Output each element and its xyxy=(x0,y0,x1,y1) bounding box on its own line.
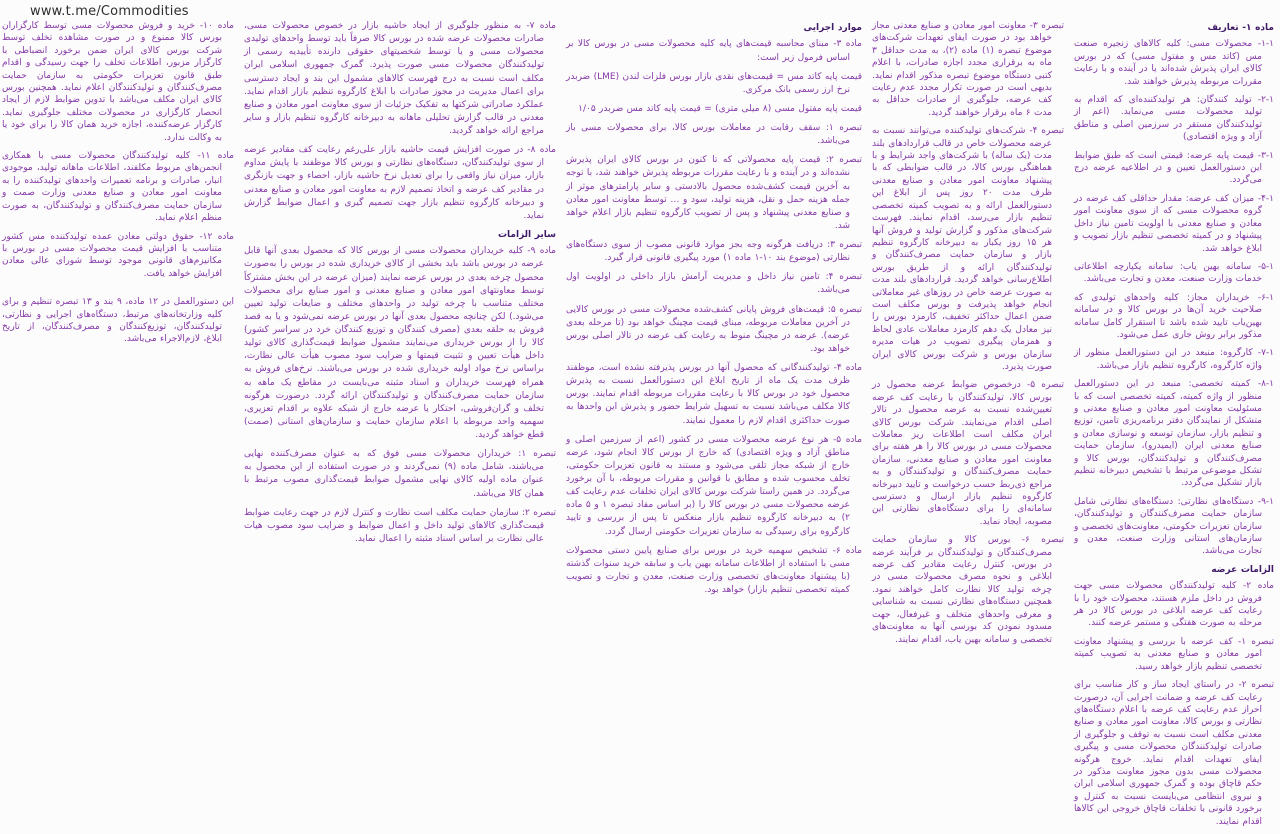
article-paragraph: ماده ۸- در صورت افزایش قیمت حاشیه بازار علی‌رغم رعایت کف مقادیر عرضه از سوی تولیدکنندگان، دستگاه‌های نظارتی و بورس کالا موظفند با پایش مداوم بازار، میزان نیاز واقعی را برای تعدیل نرخ حاشیه بازار، احصاء و جهت بازنگری در مقادیر کف عرضه و اتخاذ تصمیم لازم به معاونت امور معادن و صنایع معدنی و دبیرخانه کارگروه تنظیم بازار جهت تصمیم گیری و اعمال ضوابط گزارش نماید. xyxy=(244,145,556,221)
section-heading: الزامات عرضه xyxy=(1211,564,1274,575)
article-paragraph: تبصره ۲: قیمت پایه محصولاتی که تا کنون در بورس کالای ایران پذیرش نشده‌اند و در آینده و با رعایت مقررات مربوطه پذیرش خواهند شد، با توجه به آخرین قیمت کشف‌شده محصول بالادستی و سایر پارامترهای موثر از جمله هزینه حمل و نقل، هزینه تولید، سود و … توسط معاونت امور معادن و صنایع معدنی پیشنهاد و پس از تصویب کارگروه تنظیم بازار اعلام خواهد شد. xyxy=(566,155,862,231)
article-paragraph: تبصره ۵: قیمت‌های فروش پایانی کشف‌شده محصولات مسی در بورس کالایی در آخرین معاملات مربوطه، مبنای قیمت مچینگ خواهد بود (تا مرحله بعدی عرضه). عرضه در مچینگ منوط به رعایت کف عرضه در تالار اصلی بورس خواهد بود. xyxy=(566,304,862,354)
watermark-telegram-channel: www.t.me/Commodities xyxy=(30,4,189,19)
article-paragraph: تبصره ۱: خریداران محصولات مسی فوق که به عنوان مصرف‌کننده نهایی می‌باشند، شامل ماده (۹) نمی‌گردند و در صورت استفاده از این محصول به عنوان ماده اولیه کالای نهایی مشمول ضوابط قیمت‌گذاری مصوب مرتبط با همان کالا می‌باشد. xyxy=(244,449,556,499)
article-paragraph: تبصره ۱- کف عرضه با بررسی و پیشنهاد معاونت امور معادن و صنایع معدنی به تصویب کمیته تخصصی تنظیم بازار خواهد رسید. xyxy=(1074,636,1274,672)
article-paragraph: ماده ۳- مبنای محاسبه قیمت‌های پایه کلیه محصولات مسی در بورس کالا بر اساس فرمول زیر است: xyxy=(566,39,862,63)
article-paragraph: ماده ۱۱- کلیه تولیدکنندگان محصولات مسی با همکاری انجمن‌های مربوط مکلفند، اطلاعات ماهانه تولید، موجودی انبار، صادرات و برنامه تعمیرات واحدهای تولیدکننده را به معاونت امور معادن و صنایع معدنی وزارت صمت و سازمان حمایت مصرف‌کنندگان و تولیدکنندگان، به صورت منظم اعلام نماید. xyxy=(2,151,234,224)
article-paragraph: تبصره ۲- در راستای ایجاد ساز و کار مناسب برای رعایت کف عرضه و ضمانت اجرایی آن، درصورت احراز عدم رعایت کف عرضه با اعلام دستگاه‌های نظارتی و بورس کالا، معاونت امور معادن و صنایع معدنی مکلف است نسبت به توقف و جلوگیری از صادرات تولیدکنندگان محصولات مسی و پیگیری ایفای تعهدات اقدام نماید. خروج هرگونه محصولات مسی بدون مجوز معاونت مذکور در حکم قاچاق بوده و گمرک جمهوری اسلامی ایران و نیروی انتظامی می‌بایست نسبت به کنترل و برخورد قانونی با تخلفات قاچاق خروجی این کالاها اقدام نمایند. xyxy=(1074,680,1274,827)
article-paragraph: تبصره ۲: سازمان حمایت مکلف است نظارت و کنترل لازم در جهت رعایت ضوابط قیمت‌گذاری کالاهای تولید داخل و اعمال ضوابط و ضرایب سود مصوب هیات عالی نظارت بر اساس اسناد مثبته را اعمال نماید. xyxy=(244,507,556,544)
article-paragraph: ۴-۱- میزان کف عرضه: مقدار حداقلی کف عرضه در گروه محصولات مسی که از سوی معاونت امور معادن و صنایع معدنی با اولویت تامین نیاز داخل پیشنهاد و در کمیته تخصصی تنظیم بازار تصویب و ابلاغ خواهد شد. xyxy=(1074,193,1274,254)
article-paragraph: قیمت پایه کاتد مس = قیمت‌های نقدی بازار بورس فلزات لندن (LME) ضربدر نرخ ارز رسمی بانک مرکزی. xyxy=(566,71,862,95)
article-paragraph: تبصره ۳- معاونت امور معادن و صنایع معدنی مجاز خواهد بود در صورت ایفای تعهدات شرکت‌های موضوع تبصره (۱) ماده (۲)، به مدت حداقل ۳ ماه به برقراری مجدد اجازه صادرات، با اعلام کتبی دستگاه موضوع تبصره مذکور اقدام نماید. بدیهی است در صورت تکرار مجدد عدم رعایت کف عرضه، جلوگیری از صادرات حداقل به مدت ۶ ماه برقرار خواهند گردید. xyxy=(872,21,1064,118)
article-paragraph: تبصره ۴- شرکت‌های تولیدکننده می‌توانند نسبت به عرضه محصولات خاص در قالب قراردادهای بلند مدت (یک ساله) با شرکت‌های واجد شرایط و با هماهنگی بورس کالا، در قالب ضوابطی که با پیشنهاد معاونت امور معادن و صنایع معدنی ظرف مدت ۲۰ روز پس از ابلاغ این دستورالعمل ارائه و به تصویب کمیته تخصصی تنظیم بازار می‌رسد، اقدام نمایند. فهرست شرکت‌های مذکور و گزارش تولید و فروش آنها هر ۱۵ روز یکبار به دبیرخانه کارگروه تنظیم بازار و سازمان حمایت مصرف‌کنندگان و تولیدکنندگان ارائه و از طریق بورس اطلاع‌رسانی خواهد گردید. قراردادهای بلند مدت به صورت عرضه خاص در روزهای غیر معاملاتی انجام خواهد پذیرفت و بورس مکلف است ضمن اعمال حداکثر تخفیف، کارمزد بورس را نیز معادل یک دهم کارمزد معاملات عادی لحاظ و همزمان پیگیری تصویب در هیات مدیره سازمان بورس و شرکت بورس کالای ایران صورت پذیرد. xyxy=(872,126,1064,372)
document-columns xyxy=(2,20,1274,834)
article-paragraph: ماده ۴- تولیدکنندگانی که محصول آنها در بورس پذیرفته نشده است، موظفند ظرف مدت یک ماه از تاریخ ابلاغ این دستورالعمل نسبت به پذیرش محصول خود در بورس کالا با رعایت مقررات مربوطه اقدام نمایند. بورس کالا مکلف می‌باشد نسبت به تسهیل شرایط حضور و پذیرش این واحدها به صورت حداکثری اقدام لازم را معمول نمایند. xyxy=(566,363,862,426)
article-paragraph: تبصره ۳: دریافت هرگونه وجه بجز موارد قانونی مصوب از سوی دستگاه‌های نظارتی (موضوع بند ۱۰-۱ ماده ۱) مورد پیگیری قانونی قرار گیرد. xyxy=(566,240,862,264)
article-paragraph: ماده ۱۲- حقوق دولتی معادن عمده تولیدکننده مس کشور متناسب با افزایش قیمت محصولات مسی در بورس با مکانیزم‌های قانونی موجود توسط شورای عالی معادن افزایش خواهد یافت. xyxy=(2,231,235,279)
article-paragraph: قیمت پایه مفتول مسی (۸ میلی متری) = قیمت پایه کاتد مس ضربدر ۱/۰۵ xyxy=(578,103,862,114)
section-heading: ماده ۱- تعاریف xyxy=(1207,23,1274,33)
article-paragraph: این دستورالعمل در ۱۲ ماده، ۹ بند و ۱۳ تبصره تنظیم و برای کلیه وزارتخانه‌های مرتبط، دستگاه‌های اجرایی و نظارتی، تولیدکنندگان، توزیع‌کنندگان و مصرف‌کنندگان، از تاریخ ابلاغ، لازم‌الاجراء می‌باشد. xyxy=(2,297,234,345)
article-paragraph: تبصره ۵- درخصوص ضوابط عرضه محصول در بورس کالا، تولیدکنندگان با رعایت کف عرضه تعیین‌شده نسبت به عرضه محصول در تالار اصلی اقدام می‌نمایند. شرکت بورس کالای ایران مکلف است اطلاعات ریز معاملات محصولات مسی در بورس کالا را هر هفته برای معاونت امور معادن و صنایع معدنی، سازمان حمایت مصرف‌کنندگان و تولیدکنندگان و به مراجع ذی‌ربط حسب درخواست و تایید دبیرخانه کارگروه تنظیم بازار ارسال و دسترسی سامانه‌ای را برای دستگاه‌های نظارتی این مصوبه، ایجاد نماید. xyxy=(872,380,1064,527)
article-paragraph: ۶-۱- خریداران مجاز: کلیه واحدهای تولیدی که صلاحیت خرید آن‌ها در بورس کالا و در سامانه بهین‌یاب تایید شده باشد تا استقرار کامل سامانه مذکور برابر روش جاری عمل می‌شود. xyxy=(1074,292,1274,340)
article-paragraph: ماده ۲- کلیه تولیدکنندگان محصولات مسی جهت فروش در داخل ملزم هستند، محصولات خود را با رعایت کف عرضه ابلاغی در بورس کالا در هر مرحله به صورت هفتگی و مستمر عرضه کنند. xyxy=(1074,581,1274,629)
text-column-final-articles-column xyxy=(2,20,234,352)
article-paragraph: ۸-۱- کمیته تخصصی: منبعد در این دستورالعمل منظور از واژه کمیته، کمیته تخصصی است که با مسئولیت معاونت امور معادن و صنایع معدنی و متشکل از نمایندگان دفتر برنامه‌ریزی تامین، توزیع و تنظیم بازار، سازمان توسعه و نوسازی معادن و صنایع معدنی ایران (ایمیدرو)، سازمان حمایت مصرف‌کنندگان و تولیدکنندگان، بورس کالا و تشکل موضوعی مرتبط با تشخیص دبیرخانه تنظیم بازار تشکیل می‌گردد. xyxy=(1074,379,1274,489)
article-paragraph: ماده ۹- کلیه خریداران محصولات مسی از بورس کالا که محصول بعدی آنها قابل عرضه در بورس باشد باید بخشی از کالای خریداری شده در بورس را به‌صورت محصول چرخه بعدی در بورس عرضه نمایند (میزان عرضه در این بخش مشترکاً توسط معاونتهای امور معادن و صنایع معدنی و امور صنایع برای محصولات مختلف متناسب با چرخه تولید در واحدهای مختلف و ضایعات تولید تعیین می‌شود.) لکن چنانچه محصول بعدی آنها در بورس عرضه نمی‌شود و یا به قصد فروش به حلقه بعدی (مصرف کنندگان و توزیع کنندگان خرد در سراسر کشور) کالا را از بورس خریداری می‌نمایند مشمول ضوابط قیمت‌گذاری کالای تولید داخل هیأت تعیین و تثبیت قیمتها و ضرایب سود مصوب هیأت عالی نظارت، براساس نرخ مواد اولیه خریداری شده در بورس می‌باشند. نرخ‌های فروش به همراه فهرست خریداران و اسناد مثبته می‌بایست در مقاطع یک ماهه به سازمان حمایت مصرف‌کنندگان و تولیدکنندگان ارائه گردد. درصورت هرگونه تخلف و گران‌فروشی، احتکار یا عرضه خارج از شبکه علاوه بر اقدام تعزیری، سهمیه واحد مربوطه با اعلام سازمان حمایت و سازمان‌های استانی (صمت) قطع خواهد گردید. xyxy=(244,246,556,441)
text-column-other-requirements-column xyxy=(244,20,556,552)
article-paragraph: ماده ۶- تشخیص سهمیه خرید در بورس برای صنایع پایین دستی محصولات مسی با استفاده از اطلاعات سامانه بهین یاب و سابقه خرید سنوات گذشته (با پیشنهاد معاونت‌های تخصصی وزارت صنعت، معدن و تجارت و تصویب کمیته تخصصی تنظیم بازار) خواهد بود. xyxy=(566,545,862,596)
article-paragraph: تبصره ۱: سقف رقابت در معاملات بورس کالا، برای محصولات مسی باز می‌باشد. xyxy=(566,123,862,147)
article-paragraph: ۷-۱- کارگروه: منبعد در این دستورالعمل منظور از واژه کارگروه، کارگروه تنظیم بازار می‌باشد. xyxy=(1074,348,1274,371)
section-heading: موارد اجرایی xyxy=(803,23,862,33)
article-paragraph: ماده ۱۰- خرید و فروش محصولات مسی توسط کارگزاران بورس کالا ممنوع و در صورت مشاهده تخلف توسط شرکت بورس کالای ایران ضمن برخورد انضباطی با کارگزار مزبور، اطلاعات تخلف را جهت رسیدگی و اقدام طبق قانون تعزیرات حکومتی به سازمان حمایت مصرف‌کنندگان و تولیدکنندگان اعلام نماید. همچنین بورس کالای ایران مکلف می‌باشد با تدوین ضوابط لازم از ایجاد انحصار کارگزاری در محصولات مختلف جلوگیری نماید. کارگزار عرضه‌کننده، اجازه خرید همان کالا را برای خود یا به وکالت ندارد. xyxy=(2,21,234,143)
text-column-executive-column xyxy=(566,20,862,603)
article-paragraph: ماده ۵- هر نوع عرضه محصولات مسی در کشور (اعم از سرزمین اصلی و مناطق آزاد و ویژه اقتصادی) که خارج از بورس کالا انجام شود، عرضه خارج از شبکه مجاز تلقی می‌شود و مستند به قانون تعزیرات حکومتی، تخلف محسوب شده و مطابق با قوانین و مقررات مربوطه، با آن برخورد می‌گردد. در همین راستا شرکت بورس کالای ایران تخلفات عدم رعایت کف عرضه محصولات مسی در بورس کالا را (بر اساس مفاد تبصره ۱ و ۵ ماده ۲) به دبیرخانه کارگروه تنظیم بازار منعکس تا پس از بررسی و تایید کارگروه برای رسیدگی به سازمان تعزیرات حکومتی ارسال گردد. xyxy=(566,434,862,537)
text-column-definitions-column xyxy=(1074,20,1274,834)
section-heading: سایر الزامات xyxy=(498,229,556,240)
article-paragraph: تبصره ۴: تامین نیاز داخل و مدیریت آرامش بازار داخلی در اولویت اول می‌باشد. xyxy=(566,272,862,296)
article-paragraph: ۵-۱- سامانه بهین یاب: سامانه یکپارچه اطلاعاتی خدمات وزارت صنعت، معدن و تجارت می‌باشد. xyxy=(1074,261,1274,285)
article-paragraph: ۱-۱- محصولات مسی: کلیه کالاهای زنجیره صنعت مس (کاتد مس و مفتول مسی) که در بورس کالای ایران پذیرش شده‌اند یا در آینده و با رعایت مقررات مربوطه پذیرش خواهند شد. xyxy=(1074,39,1274,87)
article-paragraph: ۹-۱- دستگاه‌های نظارتی: دستگاه‌های نظارتی شامل سازمان حمایت مصرف‌کنندگان و تولیدکنندگان، سازمان تعزیرات حکومتی، معاونت‌های تخصصی و سازمان‌های استانی وزارت صنعت، معدن و تجارت می‌باشد. xyxy=(1074,496,1274,557)
text-column-notes-column xyxy=(872,20,1064,652)
article-paragraph: ۳-۱- قیمت پایه عرضه: قیمتی است که طبق ضوابط این دستورالعمل تعیین و در اطلاعیه عرضه درج می‌گردد. xyxy=(1074,150,1274,186)
article-paragraph: تبصره ۶- بورس کالا و سازمان حمایت مصرف‌کنندگان و تولیدکنندگان بر فرآیند عرضه در بورس، کنترل رعایت مقادیر کف عرضه ابلاغی و نحوه مصرف محصولات مسی در چرخه تولید کالا نظارت کامل خواهند نمود. همچنین دستگاه‌های نظارتی نسبت به شناسایی و معرفی واحدهای متخلف و غیرفعال، جهت مسدود نمودن کد بورسی آنها به معاونت‌های تخصصی و سامانه بهین یاب، اقدام نمایند. xyxy=(872,535,1064,645)
article-paragraph: ماده ۷- به منظور جلوگیری از ایجاد حاشیه بازار در خصوص محصولات مسی، صادرات محصولات عرضه شده در بورس کالا صرفاً باید توسط واحدهای تولیدی محصولات مسی و یا توسط شخصیتهای حقوقی دارنده تأییدیه رسمی از تولیدکنندگان محصولات مسی صورت پذیرد. گمرک جمهوری اسلامی ایران مکلف است نسبت به درج فهرست کالاهای مشمول این بند و ایجاد دسترسی برای اعمال مدیریت در مجوز صادرات با ابلاغ کارگروه تنظیم بازار اقدام نماید. عملکرد صادراتی شرکتها به تفکیک جزئیات از سوی معاونت امور معادن و صنایع معدنی در قالب گزارش تحلیلی ماهانه به دبیرخانه کارگروه تنظیم بازار و سایر مراجع ارائه خواهد گردید. xyxy=(244,21,556,136)
article-paragraph: ۲-۱- تولید کنندگان: هر تولیدکننده‌ای که اقدام به تولید محصولات مسی می‌نماید. (اعم از تولیدکنندگان مستقر در سرزمین اصلی و مناطق آزاد و ویژه اقتصادی) xyxy=(1074,95,1274,143)
